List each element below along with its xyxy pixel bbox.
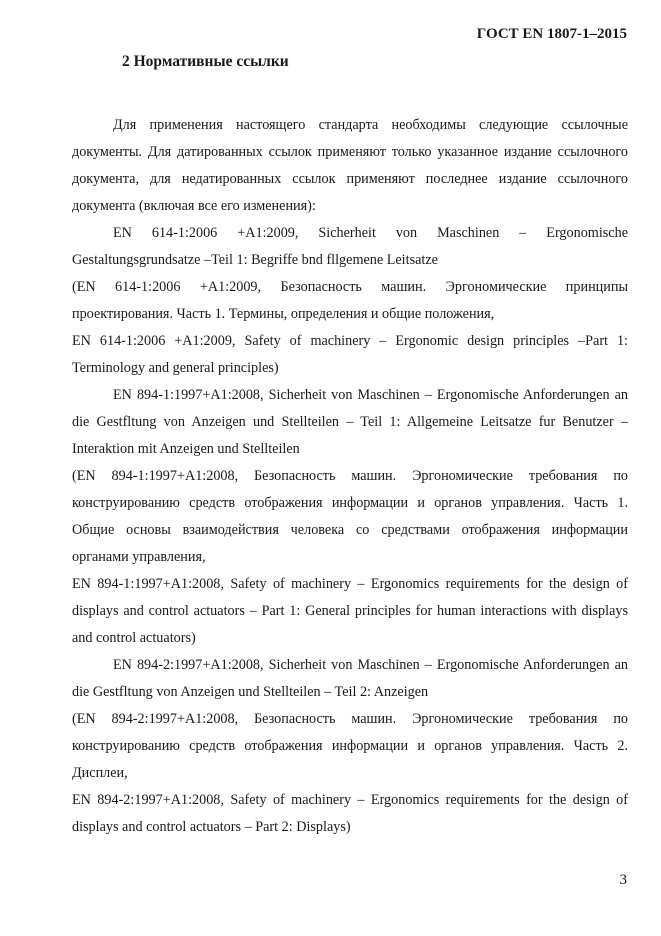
reference-en614-1-german: EN 614-1:2006 +A1:2009, Sicherheit von Maschinen – Ergonomische Gestaltungsgrundsatze –Teil 1: Begriffe bnd fllgemene Leitsatze bbox=[72, 225, 628, 268]
reference-en614-1-russian: (EN 614-1:2006 +A1:2009, Безопасность машин. Эргономические принципы проектирования. Часть 1. Термины, определения и общие положения, bbox=[72, 279, 628, 322]
normative-references-body bbox=[72, 112, 628, 841]
reference-en894-2-english: EN 894-2:1997+A1:2008, Safety of machinery – Ergonomics requirements for the design of displays and control actuators – Part 2: Displays) bbox=[72, 792, 628, 835]
reference-en894-2-russian: (EN 894-2:1997+A1:2008, Безопасность машин. Эргономические требования по конструированию средств отображения информации и органов управления. Часть 2. Дисплеи, bbox=[72, 711, 628, 781]
reference-en894-2-german: EN 894-2:1997+A1:2008, Sicherheit von Maschinen – Ergonomische Anforderungen an die Gestfltung von Anzeigen und Stellteilen – Teil 2: Anzeigen bbox=[72, 657, 628, 700]
reference-en894-1-english: EN 894-1:1997+A1:2008, Safety of machinery – Ergonomics requirements for the design of displays and control actuators – Part 1: General principles for human interactions with displays and control actuators) bbox=[72, 576, 628, 646]
reference-en894-1-german: EN 894-1:1997+A1:2008, Sicherheit von Maschinen – Ergonomische Anforderungen an die Gestfltung von Anzeigen und Stellteilen – Teil 1: Allgemeine Leitsatze fur Benutzer – Interaktion mit Anzeigen und Stellteilen bbox=[72, 387, 628, 457]
section-title: 2 Нормативные ссылки bbox=[122, 53, 289, 70]
standard-designation: ГОСТ EN 1807-1–2015 bbox=[476, 26, 627, 42]
reference-en894-1-russian: (EN 894-1:1997+A1:2008, Безопасность машин. Эргономические требования по конструированию средств отображения информации и органов управления. Часть 1. Общие основы взаимодействия человека со средствами отображения информации органами управления, bbox=[72, 468, 628, 565]
intro-paragraph: Для применения настоящего стандарта необходимы следующие ссылочные документы. Для датированных ссылок применяют только указанное издание ссылочного документа, для недатированных ссылок применяют последнее издание ссылочного документа (включая все его изменения): bbox=[72, 117, 628, 214]
reference-en614-1-english: EN 614-1:2006 +A1:2009, Safety of machinery – Ergonomic design principles –Part 1: Terminology and general principles) bbox=[72, 333, 628, 376]
page-number: 3 bbox=[619, 872, 627, 888]
